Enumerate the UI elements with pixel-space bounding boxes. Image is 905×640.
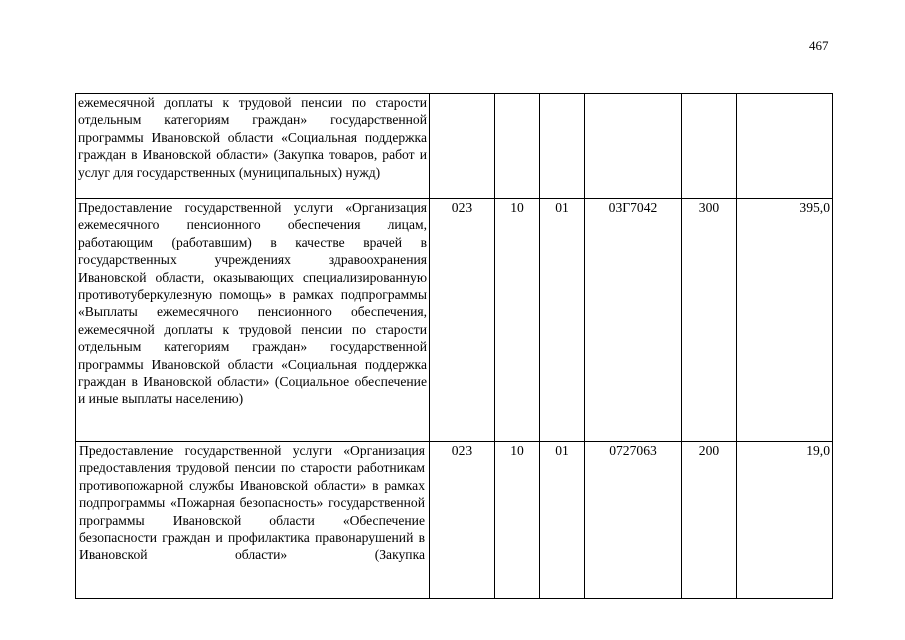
row-description: ежемесячной доплаты к трудовой пенсии по старости отдельным категориям граждан» государственной программы Ивановской области «Социальная поддержка граждан в Ивановской области» (Закупка товаров, работ и услуг для государственных (муниципальных) нужд) (76, 94, 430, 199)
table-row (76, 199, 833, 442)
row-description-text: Предоставление государственной услуги «Организация предоставления трудовой пенсии по старости работникам противопожарной службы Ивановской области» в рамках подпрограммы «Пожарная безопасность» государственной программы Ивановской области «Обеспечение безопасности граждан и профилактика правонарушений в Ивановской области» (Закупка (79, 443, 425, 563)
budget-table (75, 93, 833, 599)
section-code-cell: 10 (495, 442, 540, 599)
row-description: Предоставление государственной услуги «Организация ежемесячного пенсионного обеспечения лицам, работающим (работавшим) в качестве врачей в государственных учреждениях здравоохранения Ивановской области, оказывающих специализированную противотуберкулезную помощь» в рамках подпрограммы «Выплаты ежемесячного пенсионного обеспечения, ежемесячной доплаты к трудовой пенсии по старости отдельным категориям граждан» государственной программы Ивановской области «Социальная поддержка граждан в Ивановской области» (Социальное обеспечение и иные выплаты населению) (76, 199, 430, 442)
target-article-cell: 03Г7042 (585, 199, 682, 442)
ministry-code-cell: 023 (430, 442, 495, 599)
subsection-code-cell: 01 (540, 199, 585, 442)
expense-type-cell: 300 (682, 199, 737, 442)
page-number: 467 (809, 38, 829, 53)
ministry-code-cell (430, 94, 495, 199)
row-description (76, 442, 430, 599)
table-row (76, 442, 833, 599)
amount-cell: 395,0 (737, 199, 833, 442)
expense-type-cell: 200 (682, 442, 737, 599)
subsection-code-cell (540, 94, 585, 199)
target-article-cell: 0727063 (585, 442, 682, 599)
section-code-cell (495, 94, 540, 199)
target-article-cell (585, 94, 682, 199)
expense-type-cell (682, 94, 737, 199)
amount-cell (737, 94, 833, 199)
amount-cell: 19,0 (737, 442, 833, 599)
table-row (76, 94, 833, 199)
ministry-code-cell: 023 (430, 199, 495, 442)
subsection-code-cell: 01 (540, 442, 585, 599)
section-code-cell: 10 (495, 199, 540, 442)
